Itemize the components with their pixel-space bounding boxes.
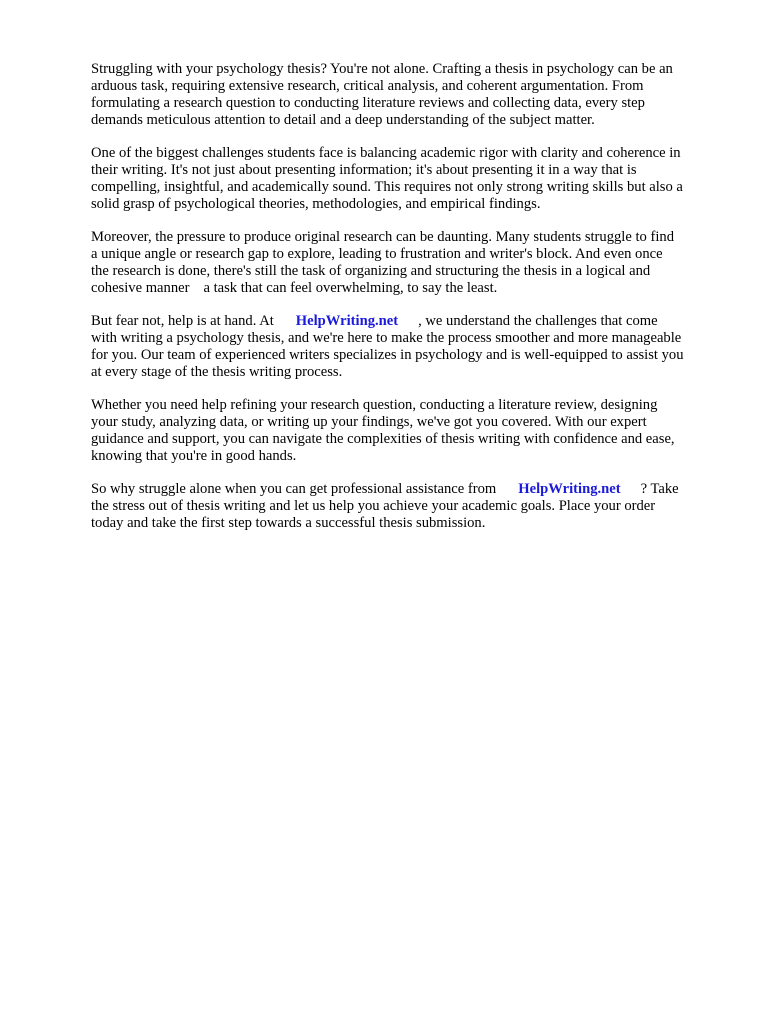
paragraph-pressure-text: Moreover, the pressure to produce original research can be daunting. Many students struggle to find a unique angle or research gap to explore, leading to frustration and writer's block. And even once the research is done, there's still the task of organizing and structuring the thesis in a logical and cohesive manner (91, 229, 674, 296)
paragraph-closing-rest: ? Take the stress out of thesis writing and let us help you achieve your academic goals. Place your order today and take the first step towards a successful thesis submission. (91, 481, 679, 531)
paragraph-pressure (91, 229, 731, 297)
paragraph-closing-lead: So why struggle alone when you can get professional assistance from (91, 481, 497, 497)
paragraph-pressure-tail: a task that can feel overwhelming, to say the least. (203, 280, 498, 296)
paragraph-challenges: One of the biggest challenges students face is balancing academic rigor with clarity and coherence in their writing. It's not just about presenting information; it's about presenting it in a way that is compelling, insightful, and academically sound. This requires not only strong writing skills but also a solid grasp of psychological theories, methodologies, and empirical findings. (91, 145, 683, 212)
paragraph-closing (91, 481, 731, 532)
paragraph-help-lead: But fear not, help is at hand. At (91, 313, 274, 329)
paragraph-support: Whether you need help refining your research question, conducting a literature review, designing your study, analyzing data, or writing up your findings, we've got you covered. With our expert guidance and support, you can navigate the complexities of thesis writing with confidence and ease, knowing that you're in good hands. (91, 397, 675, 464)
helpwriting-link-1[interactable]: HelpWriting.net (295, 313, 399, 329)
document-page (91, 61, 731, 548)
paragraph-intro: Struggling with your psychology thesis? You're not alone. Crafting a thesis in psychology can be an arduous task, requiring extensive research, critical analysis, and coherent argumentation. From formulating a research question to conducting literature reviews and collecting data, every step demands meticulous attention to detail and a deep understanding of the subject matter. (91, 61, 673, 128)
helpwriting-link-2[interactable]: HelpWriting.net (518, 481, 621, 497)
paragraph-help-rest: , we understand the challenges that come with writing a psychology thesis, and we're here to make the process smoother and more manageable for you. Our team of experienced writers specializes in psychology and is well-equipped to assist you at every stage of the thesis writing process. (91, 313, 684, 380)
paragraph-help (91, 313, 731, 381)
